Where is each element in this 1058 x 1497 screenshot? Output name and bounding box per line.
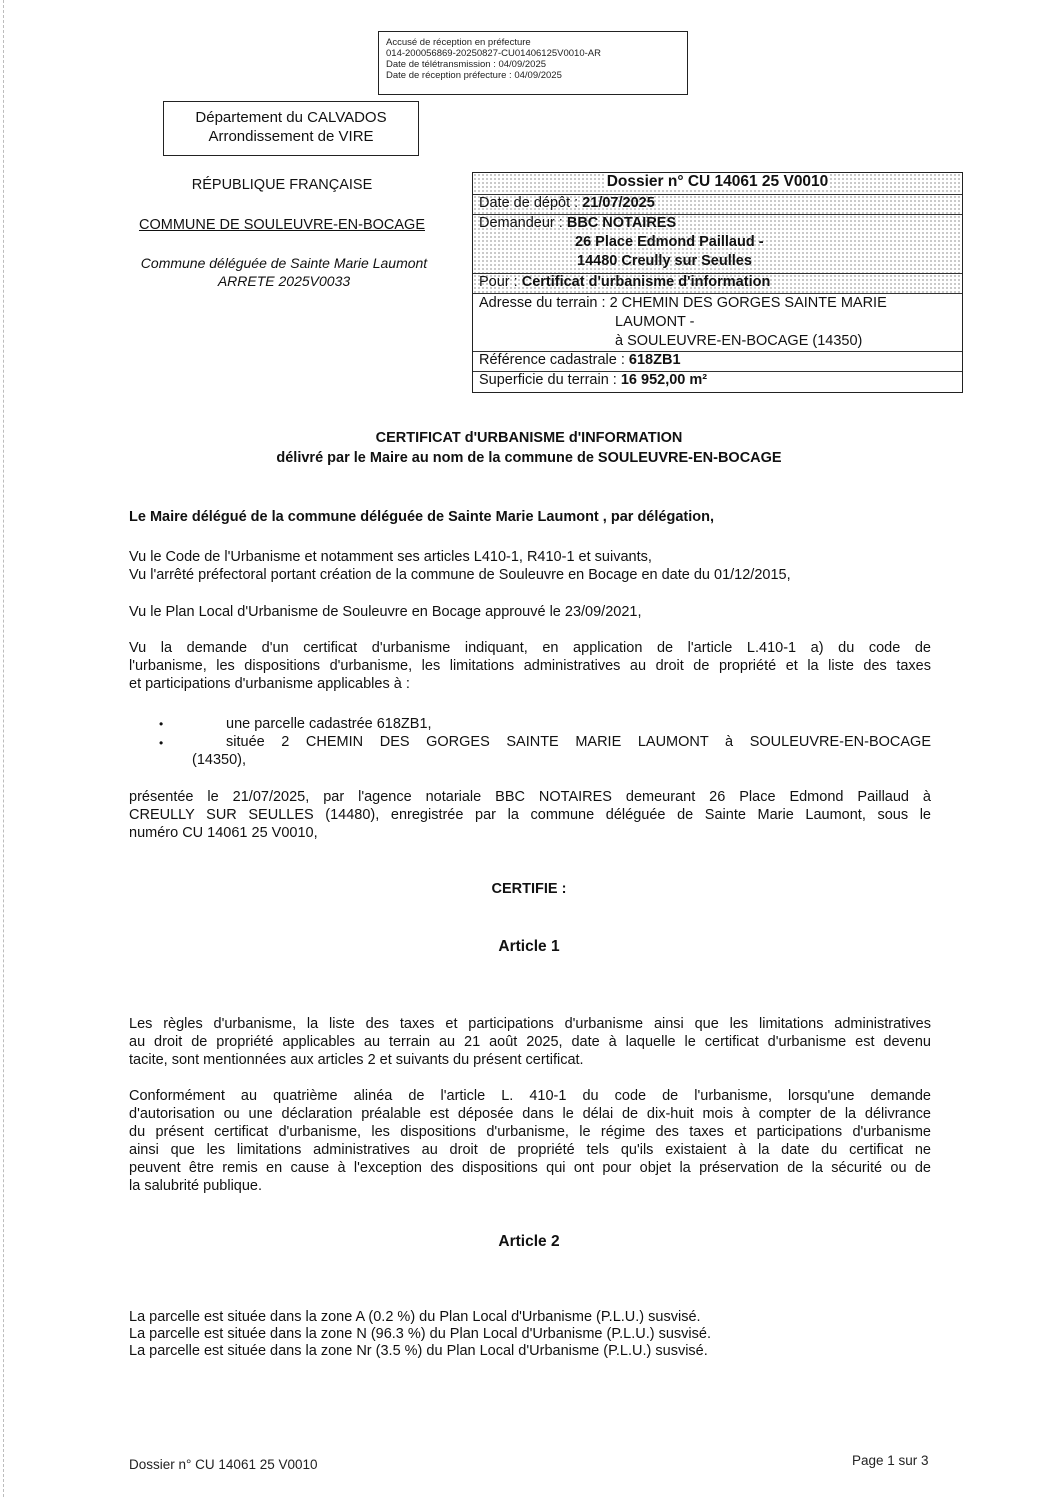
- bullet-marker: •: [159, 736, 164, 750]
- maire-intro: Le Maire délégué de la commune déléguée de Sainte Marie Laumont , par délégation,: [129, 509, 714, 525]
- scan-edge-line: [3, 0, 5, 1497]
- demandeur-address-2: 14480 Creully sur Seulles: [577, 253, 752, 269]
- certifie-heading: CERTIFIE :: [491, 881, 567, 897]
- article-1-heading: Article 1: [498, 938, 560, 955]
- dossier-number-row: [473, 173, 962, 195]
- presentee-line: numéro CU 14061 25 V0010,: [129, 825, 318, 841]
- zone-line: La parcelle est située dans la zone A (0.2 %) du Plan Local d'Urbanisme (P.L.U.) susvisé.: [129, 1309, 701, 1325]
- reference-value: 618ZB1: [628, 352, 681, 368]
- demandeur-label: Demandeur :: [479, 215, 567, 231]
- footer-dossier-number: Dossier n° CU 14061 25 V0010: [129, 1457, 318, 1472]
- arrondissement-name: Arrondissement de VIRE: [208, 128, 374, 145]
- article-1-paragraph-line: peuvent être remis en cause à l'exception des dispositions qui ont pour objet la préservation de la sécurité ou de: [129, 1160, 931, 1176]
- bullet-situee-cont: (14350),: [192, 752, 247, 768]
- vu-arrete-prefectoral: Vu l'arrêté préfectoral portant création de la commune de Souleuvre en Bocage en date du 01/12/2015,: [129, 567, 791, 583]
- commune-heading: COMMUNE DE SOULEUVRE-EN-BOCAGE: [138, 217, 425, 233]
- superficie-label: Superficie du terrain :: [479, 372, 621, 388]
- reference-label: Référence cadastrale :: [479, 352, 629, 368]
- article-1-paragraph-line: au droit de propriété applicables au terrain au 21 août 2025, date à laquelle le certificat d'urbanisme est devenu: [129, 1034, 931, 1050]
- vu-demande-line: l'urbanisme, les dispositions d'urbanisme, les limitations administratives au droit de propriété et la liste des taxes: [129, 658, 931, 674]
- stamp-line: Date de réception préfecture : 04/09/2025: [386, 70, 562, 81]
- depot-date: 21/07/2025: [582, 195, 655, 211]
- pour-label: Pour :: [479, 274, 522, 290]
- delegated-commune: Commune déléguée de Sainte Marie Laumont: [140, 255, 428, 271]
- article-1-paragraph-line: Les règles d'urbanisme, la liste des taxes et participations d'urbanisme ainsi que les limitations administratives: [129, 1016, 931, 1032]
- depot-row: [473, 195, 962, 215]
- zone-line: La parcelle est située dans la zone N (96.3 %) du Plan Local d'Urbanisme (P.L.U.) susvisé.: [129, 1326, 711, 1342]
- depot-label: Date de dépôt :: [479, 195, 583, 211]
- adresse-label: Adresse du terrain :: [479, 295, 610, 311]
- stamp-line: Accusé de réception en préfecture: [386, 37, 531, 48]
- bullet-marker: •: [159, 717, 164, 731]
- prefecture-reception-stamp: [378, 31, 688, 95]
- dossier-box: [472, 172, 963, 393]
- bullet-parcelle: une parcelle cadastrée 618ZB1,: [226, 716, 432, 732]
- vu-demande-line: et participations d'urbanisme applicables à :: [129, 676, 410, 692]
- article-1-paragraph-line: ainsi que les limitations administratives au droit de propriété tels qu'ils existaient à la date du certificat ne: [129, 1142, 931, 1158]
- certificate-title: CERTIFICAT d'URBANISME d'INFORMATION: [375, 430, 683, 446]
- article-1-paragraph-line: tacite, sont mentionnées aux articles 2 et suivants du présent certificat.: [129, 1052, 584, 1068]
- article-1-paragraph-line: la salubrité publique.: [129, 1178, 263, 1194]
- presentee-line: CREULLY SUR SEULLES (14480), enregistrée par la commune déléguée de Sainte Marie Laumont, sous le: [129, 807, 931, 823]
- presentee-line: présentée le 21/07/2025, par l'agence notariale BBC NOTAIRES demeurant 26 Place Edmond Paillaud à: [129, 789, 931, 805]
- republic-heading: RÉPUBLIQUE FRANÇAISE: [191, 177, 373, 193]
- dossier-number: Dossier n° CU 14061 25 V0010: [606, 173, 829, 190]
- reference-row: [473, 352, 962, 372]
- article-2-heading: Article 2: [498, 1233, 560, 1250]
- footer-page-number: Page 1 sur 3: [852, 1453, 929, 1468]
- article-1-paragraph-line: du présent certificat d'urbanisme, les dispositions d'urbanisme, le régime des taxes et participations d'urbanisme: [129, 1124, 931, 1140]
- arrete-number: ARRETE 2025V0033: [217, 273, 351, 289]
- demandeur-name: BBC NOTAIRES: [566, 215, 677, 231]
- pour-value: Certificat d'urbanisme d'information: [521, 274, 771, 290]
- pour-row: [473, 274, 962, 294]
- bullet-situee: située 2 CHEMIN DES GORGES SAINTE MARIE LAUMONT à SOULEUVRE-EN-BOCAGE: [226, 734, 931, 750]
- article-1-paragraph-line: Conformément au quatrième alinéa de l'article L. 410-1 du code de l'urbanisme, lorsqu'une demande: [129, 1088, 931, 1104]
- certificate-subtitle: délivré par le Maire au nom de la commune de SOULEUVRE-EN-BOCAGE: [276, 450, 782, 466]
- vu-plu: Vu le Plan Local d'Urbanisme de Souleuvre en Bocage approuvé le 23/09/2021,: [129, 604, 642, 620]
- adresse-line-2: LAUMONT -: [615, 314, 695, 330]
- vu-demande-line: Vu la demande d'un certificat d'urbanisme indiquant, en application de l'article L.410-1 a) du code de: [129, 640, 931, 656]
- department-box: [163, 101, 419, 156]
- vu-code-urbanisme: Vu le Code de l'Urbanisme et notamment ses articles L410-1, R410-1 et suivants,: [129, 549, 652, 565]
- stamp-line: 014-200056869-20250827-CU01406125V0010-AR: [386, 48, 601, 59]
- department-name: Département du CALVADOS: [195, 109, 387, 126]
- superficie-row: [473, 372, 962, 392]
- superficie-value: 16 952,00 m²: [620, 372, 708, 388]
- stamp-line: Date de télétransmission : 04/09/2025: [386, 59, 547, 70]
- demandeur-row: [473, 215, 962, 274]
- adresse-line-1: 2 CHEMIN DES GORGES SAINTE MARIE: [609, 295, 887, 311]
- article-1-paragraph-line: d'autorisation ou une déclaration préalable est déposée dans le délai de dix-huit mois à compter de la délivrance: [129, 1106, 931, 1122]
- zone-line: La parcelle est située dans la zone Nr (3.5 %) du Plan Local d'Urbanisme (P.L.U.) susvisé.: [129, 1343, 708, 1359]
- adresse-row: [473, 294, 962, 352]
- demandeur-address-1: 26 Place Edmond Paillaud -: [575, 234, 764, 250]
- adresse-line-3: à SOULEUVRE-EN-BOCAGE (14350): [615, 333, 863, 349]
